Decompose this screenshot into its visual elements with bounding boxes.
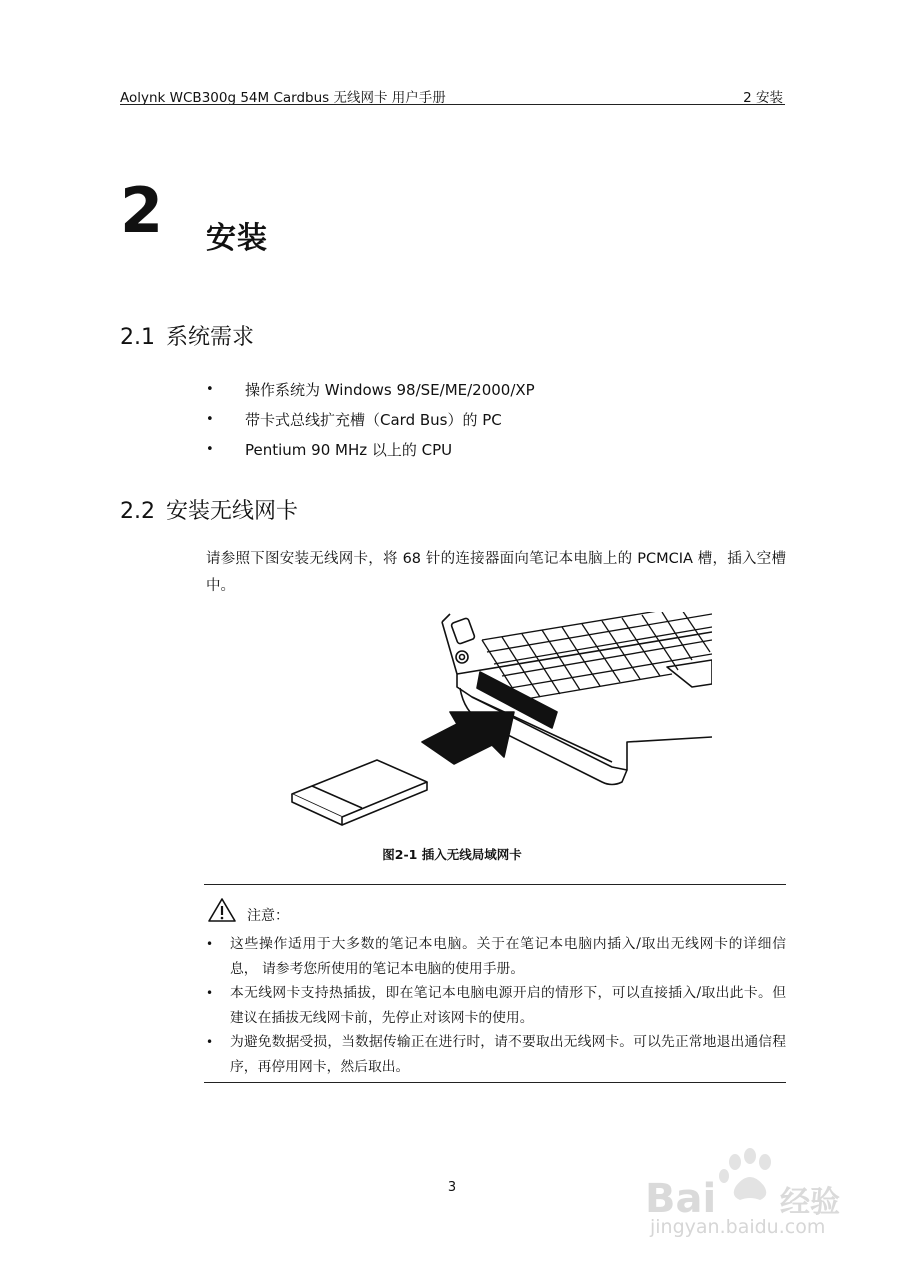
watermark-url: jingyan.baidu.com <box>650 1216 826 1238</box>
section-heading-install <box>120 494 298 525</box>
page-number: 3 <box>447 1180 457 1195</box>
running-header-chapter: 2 安装 <box>743 90 783 106</box>
list-item: • Pentium 90 MHz 以上的 CPU <box>206 440 535 470</box>
chapter-number: 2 <box>120 174 164 247</box>
note-top-rule <box>204 884 786 885</box>
figure-caption: 图2-1 插入无线局域网卡 <box>382 847 522 862</box>
note-title: 注意： <box>247 908 289 924</box>
requirements-list <box>206 380 535 470</box>
svg-text:Bai: Bai <box>645 1176 717 1222</box>
note-item: • 本无线网卡支持热插拔，即在笔记本电脑电源开启的情形下，可以直接插入/取出此卡。但建议在插拔无线网卡前，先停止对该网卡的使用。 <box>206 981 786 1030</box>
install-paragraph: 请参照下图安装无线网卡，将 68 针的连接器面向笔记本电脑上的 PCMCIA 槽，插入空槽中。 <box>206 551 786 594</box>
svg-text:经验: 经验 <box>780 1185 840 1220</box>
note-item: • 这些操作适用于大多数的笔记本电脑。关于在笔记本电脑内插入/取出无线网卡的详细信息， 请参考您所使用的笔记本电脑的使用手册。 <box>206 932 786 981</box>
chapter-title: 安装 <box>206 221 268 256</box>
note-bottom-rule <box>204 1082 786 1083</box>
list-item: • 带卡式总线扩充槽（Card Bus）的 PC <box>206 410 535 440</box>
header-divider <box>120 104 785 105</box>
note-item: • 为避免数据受损，当数据传输正在进行时，请不要取出无线网卡。可以先正常地退出通信程序，再停用网卡，然后取出。 <box>206 1030 786 1079</box>
section-heading-requirements <box>120 320 254 351</box>
section-number: 2.2 <box>120 499 155 524</box>
note-list <box>206 932 786 1079</box>
section-number: 2.1 <box>120 325 155 350</box>
running-header-title: Aolynk WCB300g 54M Cardbus 无线网卡 用户手册 <box>120 90 446 106</box>
section-title: 安装无线网卡 <box>166 499 299 524</box>
warning-icon <box>207 897 237 923</box>
list-item: • 操作系统为 Windows 98/SE/ME/2000/XP <box>206 380 535 410</box>
section-title: 系统需求 <box>166 325 255 350</box>
card-insertion-illustration <box>282 612 712 832</box>
